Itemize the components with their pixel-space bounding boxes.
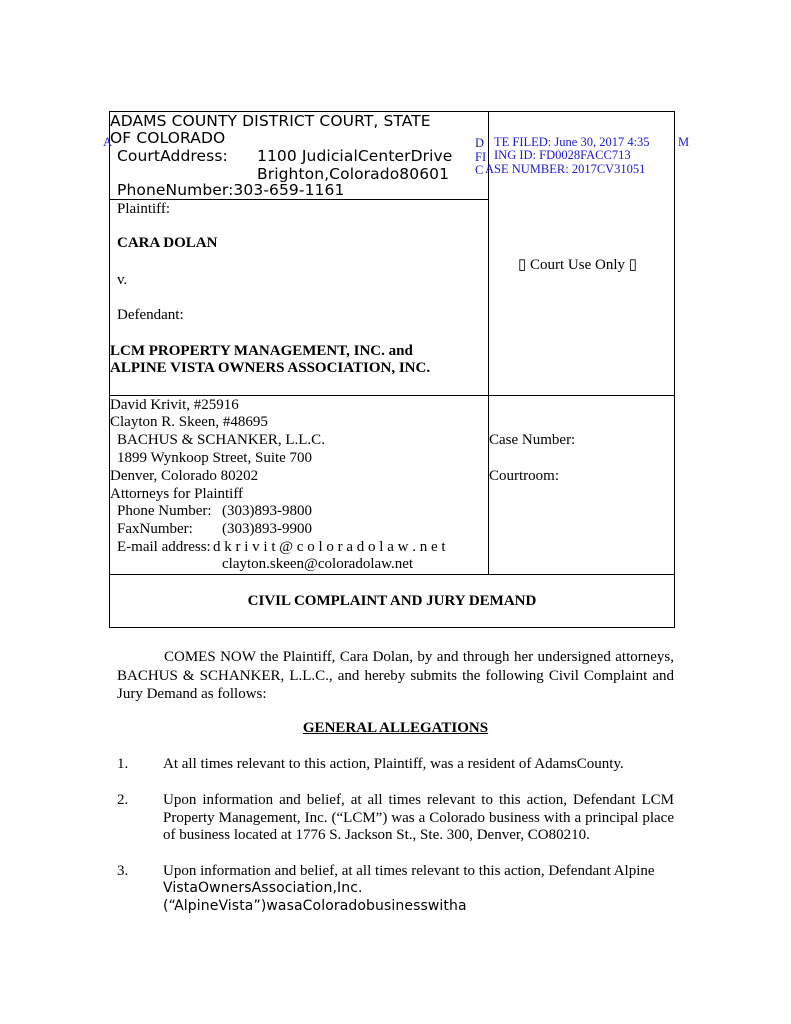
efiling-case-number: ASE NUMBER: 2017CV31051 <box>485 162 646 176</box>
allegation-number: 2. <box>117 792 129 808</box>
section-heading: GENERAL ALLEGATIONS <box>302 720 489 736</box>
attorney-role: Attorneys for Plaintiff <box>110 486 244 502</box>
phone-label: Phone Number: <box>117 503 212 519</box>
allegation-text-line3: (“AlpineVista”)wasaColoradobusinesswitha <box>163 898 467 914</box>
document-title: CIVIL COMPLAINT AND JURY DEMAND <box>247 593 537 609</box>
allegation-text: Upon information and belief, at all times relevant to this action, Defendant LCM Property Management, Inc. (“LCM”) was a Colorado business with a principal place of business located at 1776 S. Jackson St., Ste. 300, Denver, CO80210. <box>163 792 674 843</box>
plaintiff-label: Plaintiff: <box>117 201 171 217</box>
allegation-text: Upon information and belief, at all times relevant to this action, Defendant Alpine <box>163 863 655 879</box>
courtroom-label: Courtroom: <box>489 468 559 484</box>
attorney-line1: David Krivit, #25916 <box>110 397 239 413</box>
fax-value: (303)893-9900 <box>222 521 312 537</box>
defendant-line2: ALPINE VISTA OWNERS ASSOCIATION, INC. <box>110 360 431 376</box>
allegation-number: 1. <box>117 756 129 772</box>
efiling-c: C <box>475 163 484 177</box>
efiling-m: M <box>678 135 690 149</box>
court-address-label: CourtAddress: <box>117 147 228 165</box>
allegation-number: 3. <box>117 863 129 879</box>
law-firm-name: BACHUS & SCHANKER, L.L.C. <box>117 432 325 448</box>
court-phone: PhoneNumber:303-659-1161 <box>117 181 345 199</box>
phone-value: (303)893-9800 <box>222 503 312 519</box>
efiling-fi: FI <box>475 150 487 164</box>
case-number-label: Case Number: <box>489 432 576 448</box>
email-link-krivit[interactable]: d k r i v i t @ c o l o r a d o l a w . n e t <box>213 539 446 555</box>
defendant-label: Defendant: <box>117 307 184 323</box>
email-label: E-mail address: <box>117 539 211 555</box>
allegation-text: At all times relevant to this action, Plaintiff, was a resident of AdamsCounty. <box>163 756 624 772</box>
attorney-line2: Clayton R. Skeen, #48695 <box>110 414 268 430</box>
allegation-text-line2: VistaOwnersAssociation,Inc. <box>163 880 363 896</box>
court-use-only: ▯ Court Use Only ▯ <box>518 257 638 273</box>
fax-label: FaxNumber: <box>117 521 193 537</box>
defendant-line1: LCM PROPERTY MANAGEMENT, INC. and <box>110 343 413 359</box>
firm-street: 1899 Wynkoop Street, Suite 700 <box>117 450 313 466</box>
court-address-line1: 1100 JudicialCenterDrive <box>257 147 453 165</box>
efiling-date-filed: TE FILED: June 30, 2017 4:35 <box>494 135 650 149</box>
court-address-line2: Brighton,Colorado80601 <box>257 165 450 183</box>
firm-city: Denver, Colorado 80202 <box>110 468 259 484</box>
efiling-margin-a: A <box>103 135 113 149</box>
email-link-skeen[interactable]: clayton.skeen@coloradolaw.net <box>222 556 414 572</box>
efiling-d: D <box>475 136 485 150</box>
efiling-id: ING ID: FD0028FACC713 <box>494 148 631 162</box>
intro-paragraph: COMES NOW the Plaintiff, Cara Dolan, by and through her undersigned attorneys, BACHUS & SCHANKER, L.L.C., and hereby submits the following Civil Complaint and Jury Demand as follows: <box>117 649 674 702</box>
versus: v. <box>117 272 128 288</box>
plaintiff-name: CARA DOLAN <box>117 235 218 251</box>
court-name-line2: OF COLORADO <box>110 129 226 147</box>
court-name-line1: ADAMS COUNTY DISTRICT COURT, STATE <box>110 112 431 130</box>
